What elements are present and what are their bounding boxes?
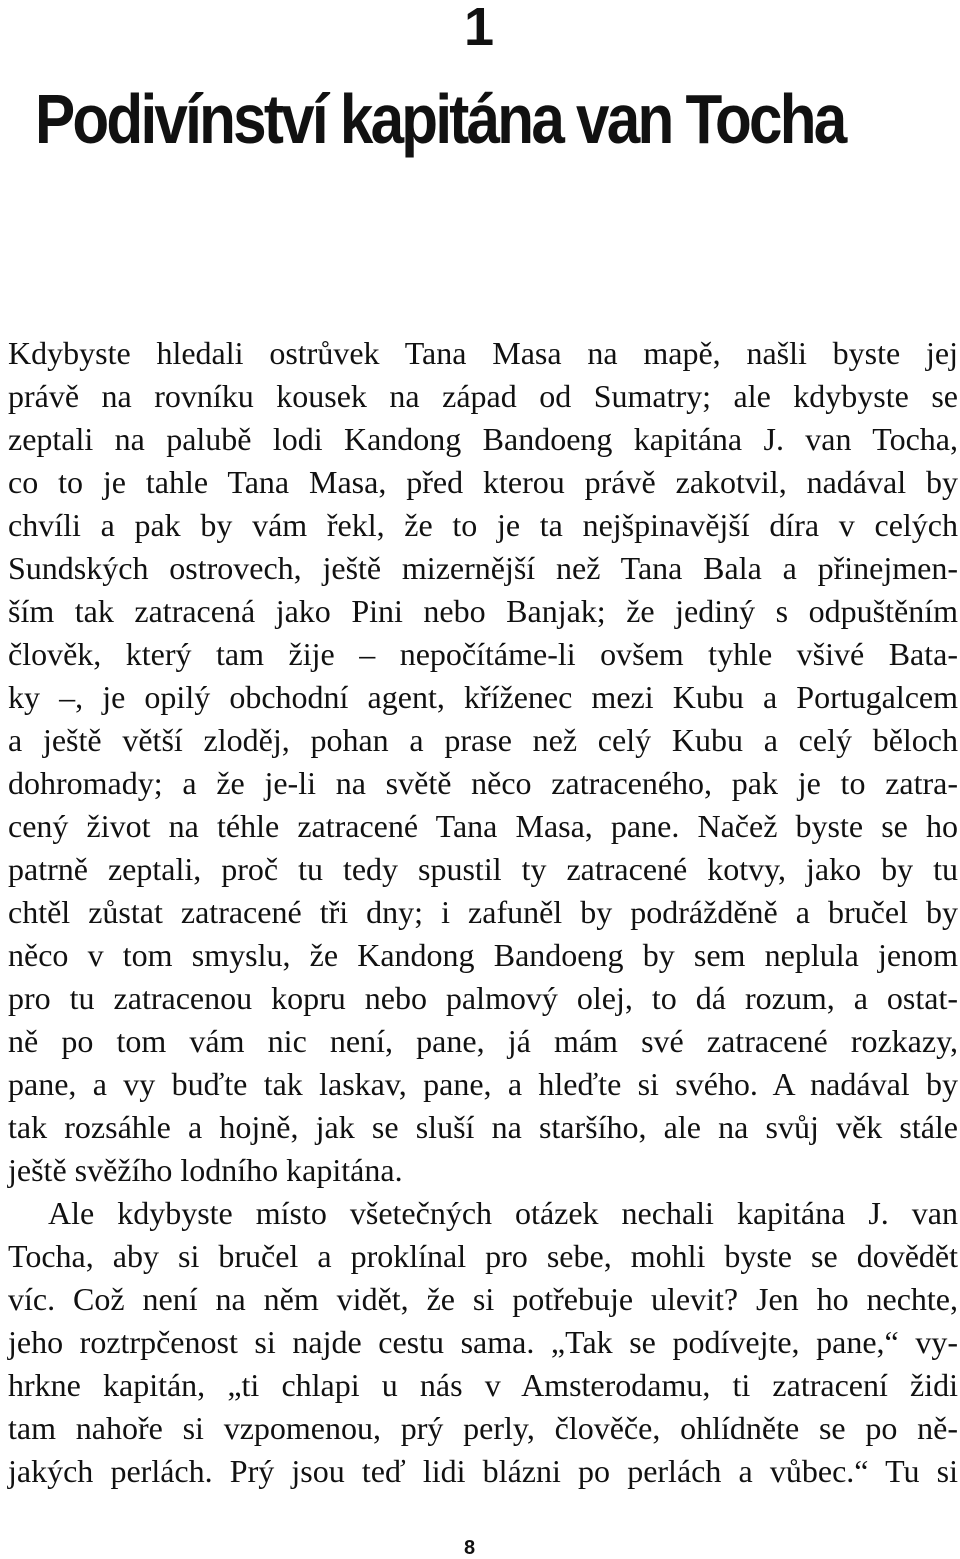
text-line: člověk, který tam žije – nepočítáme-li ovšem tyhle všivé Bata-: [8, 636, 958, 672]
text-line: ještě svěžího lodního kapitána.: [8, 1152, 403, 1188]
text-line: víc. Což není na něm vidět, že si potřebuje ulevit? Jen ho nechte,: [8, 1281, 958, 1317]
text-line: ně po tom vám nic není, pane, já mám své zatracené rozkazy,: [8, 1023, 958, 1059]
text-line: co to je tahle Tana Masa, před kterou právě zakotvil, nadával by: [8, 464, 958, 500]
text-line: ky –, je opilý obchodní agent, kříženec mezi Kubu a Portugalcem: [8, 679, 958, 715]
chapter-number: 1: [463, 0, 494, 57]
text-line: chtěl zůstat zatracené tři dny; i zafuněl by podrážděně a bručel by: [8, 894, 958, 930]
paragraph-1: [8, 332, 958, 1192]
text-line: Sundských ostrovech, ještě mizernější než Tana Bala a přinejmen-: [8, 550, 958, 586]
text-line: cený život na téhle zatracené Tana Masa, pane. Načež byste se ho: [8, 808, 958, 844]
text-line: hrkne kapitán, „ti chlapi u nás v Amsterodamu, ti zatracení židi: [8, 1367, 958, 1403]
text-line: jakých perlách. Prý jsou teď lidi blázni po perlách a vůbec.“ Tu si: [8, 1453, 958, 1489]
text-line: právě na rovníku kousek na západ od Sumatry; ale kdybyste se: [8, 378, 958, 414]
paragraph-2: [8, 1192, 958, 1493]
text-line: pro tu zatracenou kopru nebo palmový olej, to dá rozum, a ostat-: [8, 980, 958, 1016]
text-line: Kdybyste hledali ostrůvek Tana Masa na mapě, našli byste jej: [8, 335, 958, 371]
text-line: jeho roztrpčenost si najde cestu sama. „Tak se podívejte, pane,“ vy-: [8, 1324, 958, 1360]
text-line: ším tak zatracená jako Pini nebo Banjak; že jediný s odpuštěním: [8, 593, 958, 629]
text-line: tam nahoře si vzpomenou, prý perly, člověče, ohlídněte se po ně-: [8, 1410, 958, 1446]
body-text: [8, 332, 958, 1493]
text-line: Ale kdybyste místo všetečných otázek nechali kapitána J. van: [48, 1195, 958, 1231]
text-line: dohromady; a že je-li na světě něco zatraceného, pak je to zatra-: [8, 765, 958, 801]
text-line: chvíli a pak by vám řekl, že to je ta nejšpinavější díra v celých: [8, 507, 958, 543]
text-line: pane, a vy buďte tak laskav, pane, a hleďte si svého. A nadával by: [8, 1066, 958, 1102]
text-line: něco v tom smyslu, že Kandong Bandoeng by sem neplula jenom: [8, 937, 958, 973]
text-line: zeptali na palubě lodi Kandong Bandoeng kapitána J. van Tocha,: [8, 421, 958, 457]
chapter-title: Podivínství kapitána van Tocha: [35, 80, 845, 158]
text-line: tak rozsáhle a hojně, jak se sluší na staršího, ale na svůj věk stále: [8, 1109, 958, 1145]
text-line: patrně zeptali, proč tu tedy spustil ty zatracené kotvy, jako by tu: [8, 851, 958, 887]
text-line: Tocha, aby si bručel a proklínal pro sebe, mohli byste se dovědět: [8, 1238, 958, 1274]
page-number: 8: [464, 1537, 476, 1559]
text-line: a ještě větší zloděj, pohan a prase než celý Kubu a celý běloch: [8, 722, 958, 758]
